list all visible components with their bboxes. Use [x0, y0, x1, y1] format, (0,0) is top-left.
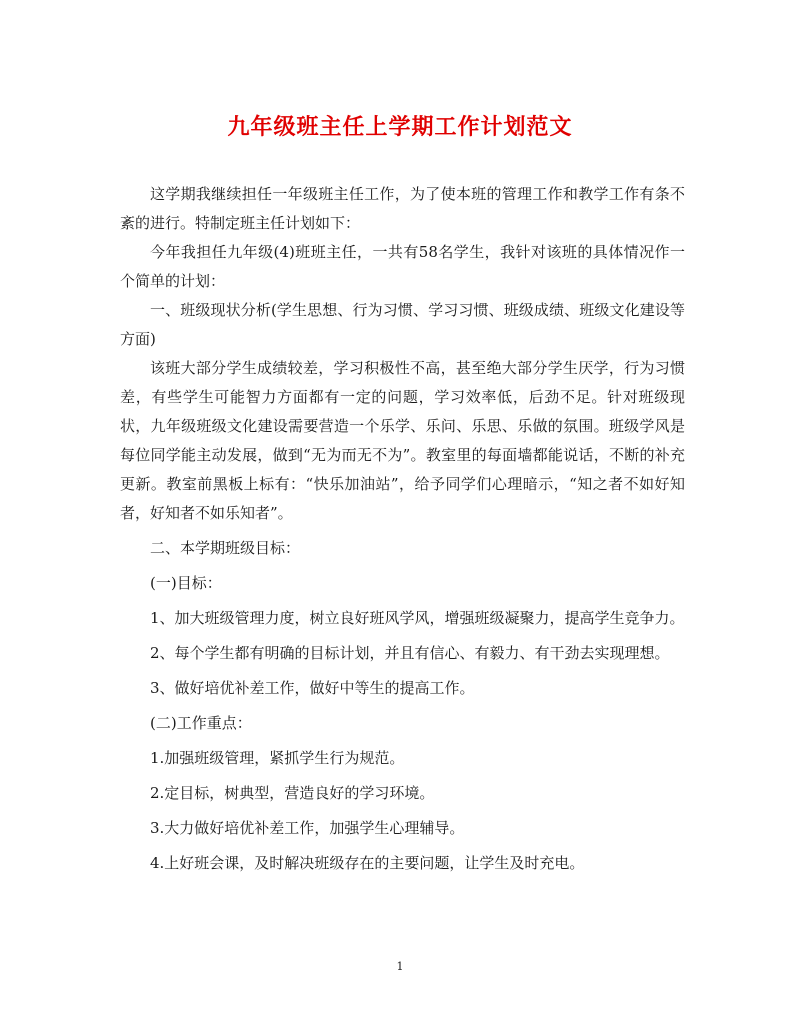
paragraph-intro: 这学期我继续担任一年级班主任工作，为了使本班的管理工作和教学工作有条不紊的进行。特制定班主任计划如下： [120, 185, 685, 232]
heading-semester-goals: 二、本学期班级目标： [150, 539, 301, 557]
document-title: 九年级班主任上学期工作计划范文 [227, 114, 573, 140]
focus-item-4: 4.上好班会课，及时解决班级存在的主要问题，让学生及时充电。 [150, 854, 585, 872]
focus-item-2: 2.定目标，树典型，营造良好的学习环境。 [150, 784, 435, 802]
goal-item-2: 2、每个学生都有明确的目标计划，并且有信心、有毅力、有干劲去实现理想。 [150, 644, 670, 662]
subheading-goals: (一)目标： [150, 574, 222, 592]
page-number: 1 [396, 960, 404, 973]
subheading-work-focus: (二)工作重点： [150, 714, 252, 732]
focus-item-3: 3.大力做好培优补差工作，加强学生心理辅导。 [150, 819, 465, 837]
goal-item-1: 1、加大班级管理力度，树立良好班风学风，增强班级凝聚力，提高学生竞争力。 [150, 609, 685, 627]
goal-item-3: 3、做好培优补差工作，做好中等生的提高工作。 [150, 679, 475, 697]
focus-item-1: 1.加强班级管理，紧抓学生行为规范。 [150, 749, 405, 767]
document-body [120, 180, 685, 884]
paragraph-situation-detail: 该班大部分学生成绩较差，学习积极性不高，甚至绝大部分学生厌学，行为习惯差，有些学生可能智力方面都有一定的问题，学习效率低，后劲不足。针对班级现状，九年级班级文化建设需要营造一个乐学、乐问、乐思、乐做的氛围。班级学风是每位同学能主动发展，做到“无为而无不为”。教室里的每面墙都能说话，不断的补充更新。教室前黑板上标有：“快乐加油站”，给予同学们心理暗示，“知之者不如好知者，好知者不如乐知者”。 [120, 359, 685, 522]
paragraph-class-info: 今年我担任九年级(4)班班主任，一共有58名学生，我针对该班的具体情况作一个简单的计划： [120, 243, 685, 290]
heading-situation-analysis: 一、班级现状分析(学生思想、行为习惯、学习习惯、班级成绩、班级文化建设等方面) [120, 301, 685, 348]
